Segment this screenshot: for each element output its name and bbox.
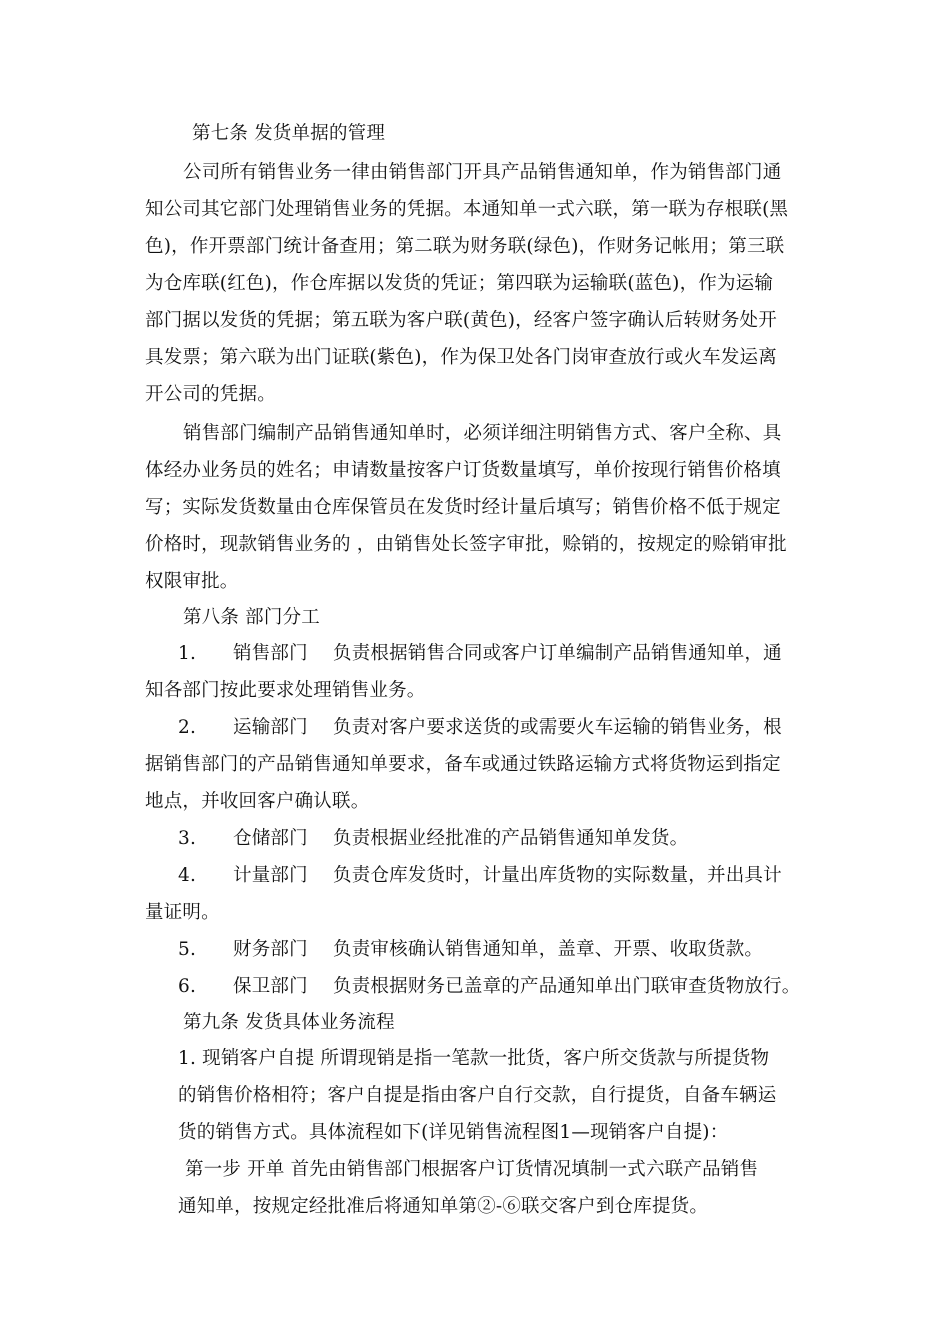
paragraph-line: 开公司的凭据。 xyxy=(145,384,276,405)
paragraph-line: 知公司其它部门处理销售业务的凭据。本通知单一式六联，第一联为存根联(黑 xyxy=(145,199,789,220)
paragraph-line: 具发票；第六联为出门证联(紫色)，作为保卫处各门岗审查放行或火车发运离 xyxy=(145,347,777,368)
paragraph-line: 公司所有销售业务一律由销售部门开具产品销售通知单，作为销售部门通 xyxy=(183,162,782,183)
article-7-heading: 第七条 发货单据的管理 xyxy=(192,123,386,144)
paragraph-line: 通知单，按规定经批准后将通知单第②-⑥联交客户到仓库提货。 xyxy=(178,1196,709,1217)
paragraph-line: 色)，作开票部门统计备查用；第二联为财务联(绿色)，作财务记帐用；第三联 xyxy=(145,236,785,257)
list-number: 2. xyxy=(178,717,197,738)
department-label: 销售部门 xyxy=(233,643,308,664)
paragraph-line: 负责仓库发货时，计量出库货物的实际数量，并出具计 xyxy=(333,865,782,886)
paragraph-line: 写；实际发货数量由仓库保管员在发货时经计量后填写；销售价格不低于规定 xyxy=(145,497,781,518)
paragraph-line: 1. 现销客户自提 所谓现销是指一笔款一批货，客户所交货款与所提货物 xyxy=(178,1048,770,1069)
paragraph-line: 负责根据业经批准的产品销售通知单发货。 xyxy=(333,828,689,849)
department-label: 计量部门 xyxy=(233,865,308,886)
list-number: 4. xyxy=(178,865,197,886)
article-8-heading: 第八条 部门分工 xyxy=(183,607,320,628)
paragraph-line: 部门据以发货的凭据；第五联为客户联(黄色)，经客户签字确认后转财务处开 xyxy=(145,310,777,331)
list-number: 1. xyxy=(178,643,197,664)
paragraph-line: 销售部门编制产品销售通知单时，必须详细注明销售方式、客户全称、具 xyxy=(183,423,782,444)
paragraph-line: 负责根据财务已盖章的产品通知单出门联审查货物放行。 xyxy=(333,976,801,997)
article-9-heading: 第九条 发货具体业务流程 xyxy=(183,1012,395,1033)
paragraph-line: 的销售价格相符；客户自提是指由客户自行交款，自行提货，自备车辆运 xyxy=(178,1085,777,1106)
paragraph-line: 负责对客户要求送货的或需要火车运输的销售业务，根 xyxy=(333,717,782,738)
paragraph-line: 价格时，现款销售业务的 ，由销售处长签字审批，赊销的，按规定的赊销审批 xyxy=(145,534,787,555)
paragraph-line: 负责审核确认销售通知单，盖章、开票、收取货款。 xyxy=(333,939,764,960)
list-number: 3. xyxy=(178,828,197,849)
list-number: 5. xyxy=(178,939,197,960)
department-label: 财务部门 xyxy=(233,939,308,960)
paragraph-line: 为仓库联(红色)，作仓库据以发货的凭证；第四联为运输联(蓝色)，作为运输 xyxy=(145,273,774,294)
paragraph-line: 第一步 开单 首先由销售部门根据客户订货情况填制一式六联产品销售 xyxy=(185,1159,759,1180)
department-label: 保卫部门 xyxy=(233,976,308,997)
paragraph-line: 货的销售方式。具体流程如下(详见销售流程图1—现销客户自提)： xyxy=(178,1122,729,1143)
department-label: 运输部门 xyxy=(233,717,308,738)
department-label: 仓储部门 xyxy=(233,828,308,849)
paragraph-line: 负责根据销售合同或客户订单编制产品销售通知单，通 xyxy=(333,643,782,664)
paragraph-line: 知各部门按此要求处理销售业务。 xyxy=(145,680,426,701)
paragraph-line: 地点，并收回客户确认联。 xyxy=(145,791,370,812)
paragraph-line: 量证明。 xyxy=(145,902,220,923)
paragraph-line: 权限审批。 xyxy=(145,571,239,592)
list-number: 6. xyxy=(178,976,197,997)
paragraph-line: 据销售部门的产品销售通知单要求，备车或通过铁路运输方式将货物运到指定 xyxy=(145,754,781,775)
paragraph-line: 体经办业务员的姓名；申请数量按客户订货数量填写，单价按现行销售价格填 xyxy=(145,460,781,481)
